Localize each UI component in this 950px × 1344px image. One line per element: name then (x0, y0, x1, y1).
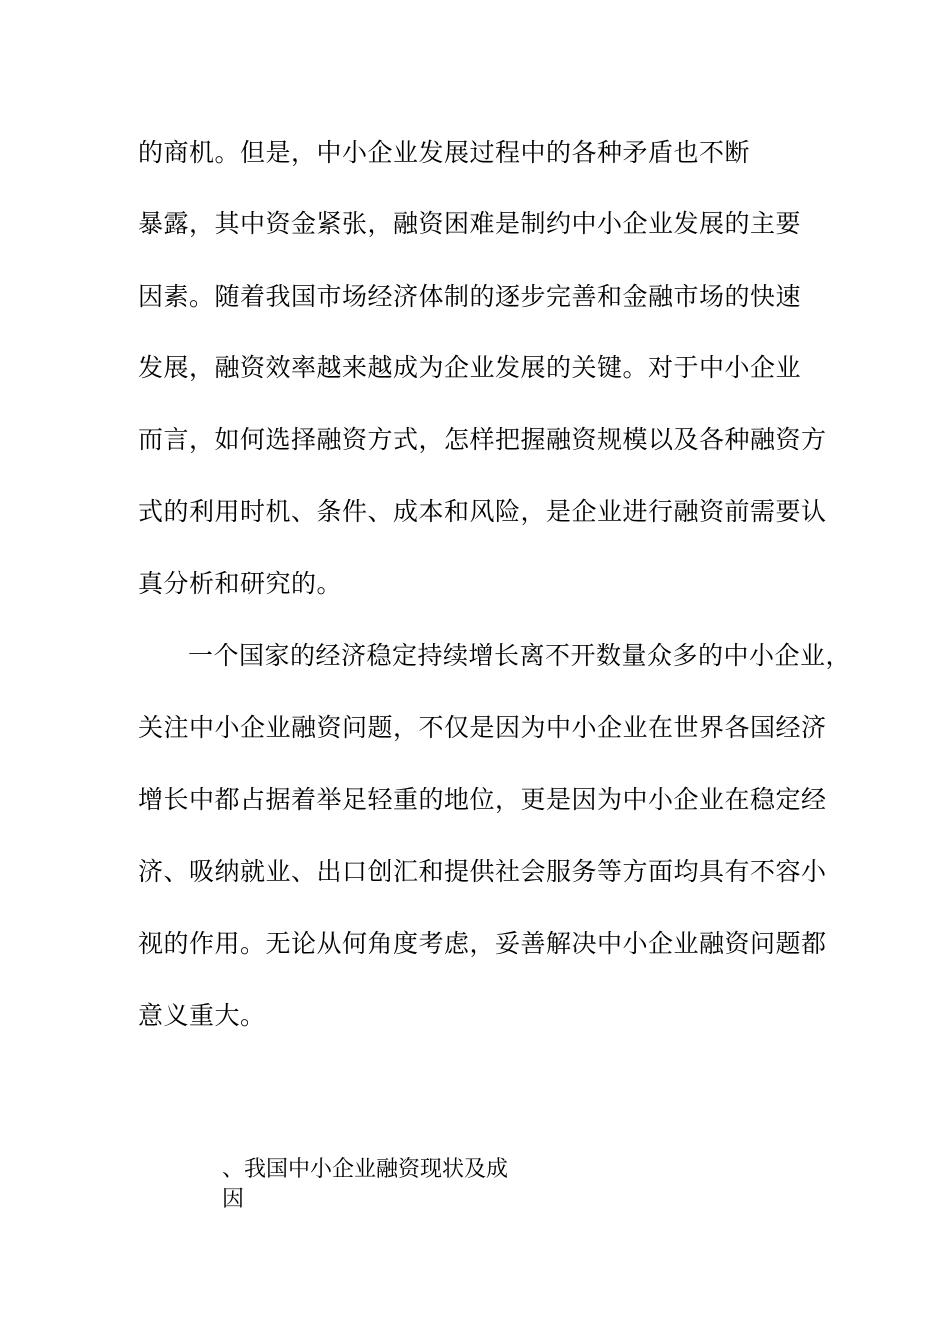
paragraph-2-line-2: 关注中小企业融资问题，不仅是因为中小企业在世界各国经济 (138, 713, 827, 742)
paragraph-1-line-3: 因素。随着我国市场经济体制的逐步完善和金融市场的快速 (138, 282, 802, 311)
paragraph-2-line-4: 济、吸纳就业、出口创汇和提供社会服务等方面均具有不容小 (138, 857, 827, 886)
paragraph-1-line-1: 的商机。但是，中小企业发展过程中的各种矛盾也不断 (138, 138, 751, 167)
paragraph-1-line-5: 而言，如何选择融资方式，怎样把握融资规模以及各种融资方 (138, 425, 827, 454)
paragraph-1-line-7: 真分析和研究的。 (138, 569, 343, 598)
paragraph-2-line-3: 增长中都占据着举足轻重的地位，更是因为中小企业在稳定经 (138, 785, 827, 814)
section-heading-line-2: 因 (222, 1187, 245, 1212)
paragraph-1-line-6: 式的利用时机、条件、成本和风险，是企业进行融资前需要认 (138, 497, 827, 526)
section-heading-line-1: 、我国中小企业融资现状及成 (222, 1157, 509, 1182)
paragraph-1-line-4: 发展，融资效率越来越成为企业发展的关键。对于中小企业 (138, 353, 802, 382)
paragraph-2-line-1: 一个国家的经济稳定持续增长离不开数量众多的中小企业， (188, 641, 852, 670)
paragraph-2-line-5: 视的作用。无论从何角度考虑，妥善解决中小企业融资问题都 (138, 929, 827, 958)
paragraph-2-line-6: 意义重大。 (138, 1001, 266, 1030)
paragraph-1-line-2: 暴露，其中资金紧张，融资困难是制约中小企业发展的主要 (138, 209, 802, 238)
